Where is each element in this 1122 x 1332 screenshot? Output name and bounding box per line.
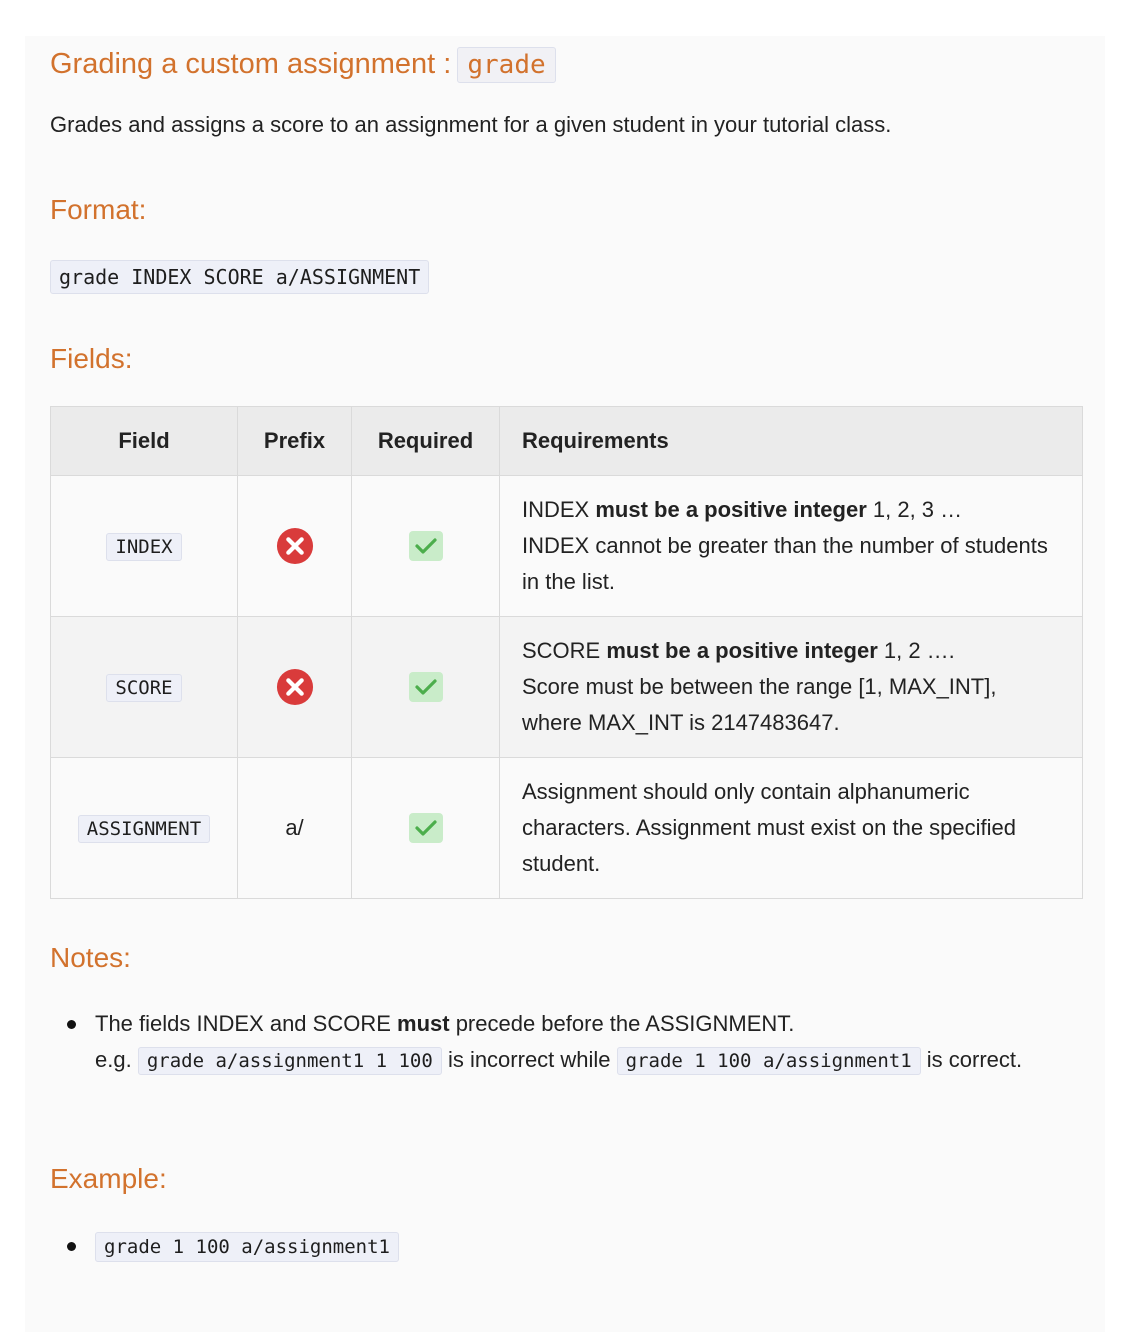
- example-list: [50, 1228, 399, 1265]
- green-check-icon: [409, 531, 443, 561]
- column-header-prefix: Prefix: [238, 407, 352, 476]
- field-code: SCORE: [106, 674, 181, 702]
- table-row: [51, 476, 1083, 617]
- req-rest: Score must be between the range [1, MAX_INT], where MAX_INT is 2147483647.: [522, 674, 997, 735]
- note-end: is correct.: [926, 1047, 1023, 1072]
- column-header-required: Required: [352, 407, 500, 476]
- red-x-icon: [276, 668, 314, 706]
- field-code: INDEX: [106, 533, 181, 561]
- red-x-icon: [276, 527, 314, 565]
- list-item: [50, 1006, 1090, 1079]
- command-code: grade: [457, 47, 555, 83]
- column-header-field: Field: [51, 407, 238, 476]
- table-header-row: [51, 407, 1083, 476]
- requirements-cell: Assignment should only contain alphanumeric characters. Assignment must exist on the specified student.: [500, 758, 1083, 899]
- note-text-end: precede before the ASSIGNMENT.: [449, 1011, 795, 1036]
- prefix-cell: [238, 617, 352, 758]
- correct-example-code: grade 1 100 a/assignment1: [617, 1047, 921, 1075]
- document-page: [25, 36, 1105, 1332]
- page-title: [50, 44, 556, 85]
- prefix-cell: a/: [238, 758, 352, 899]
- notes-list: [50, 1006, 1090, 1079]
- required-cell: [352, 617, 500, 758]
- req-rest: INDEX cannot be greater than the number of students in the list.: [522, 533, 1048, 594]
- description: Grades and assigns a score to an assignment for a given student in your tutorial class.: [50, 112, 892, 137]
- format-heading: Format:: [50, 194, 147, 225]
- field-cell: [51, 476, 238, 617]
- column-header-requirements: Requirements: [500, 407, 1083, 476]
- table-row: [51, 617, 1083, 758]
- page-title-text: Grading a custom assignment :: [50, 48, 452, 80]
- field-cell: [51, 617, 238, 758]
- required-cell: [352, 476, 500, 617]
- note-mid: is incorrect while: [447, 1047, 611, 1072]
- required-cell: [352, 758, 500, 899]
- fields-heading: Fields:: [50, 343, 133, 374]
- fields-table: [50, 406, 1083, 899]
- green-check-icon: [409, 813, 443, 843]
- requirements-cell: [500, 476, 1083, 617]
- format-code: grade INDEX SCORE a/ASSIGNMENT: [50, 260, 429, 294]
- green-check-icon: [409, 672, 443, 702]
- notes-heading: Notes:: [50, 942, 131, 973]
- req-after: 1, 2 ….: [877, 638, 955, 663]
- req-lead: SCORE: [522, 638, 607, 663]
- example-code: grade 1 100 a/assignment1: [95, 1232, 399, 1262]
- requirements-cell: [500, 617, 1083, 758]
- req-after: 1, 2, 3 …: [866, 497, 963, 522]
- note-bold: must: [397, 1011, 450, 1036]
- req-lead: INDEX: [522, 497, 596, 522]
- req-bold: must be a positive integer: [606, 638, 878, 663]
- req-bold: must be a positive integer: [595, 497, 867, 522]
- incorrect-example-code: grade a/assignment1 1 100: [138, 1047, 442, 1075]
- example-heading: Example:: [50, 1163, 167, 1194]
- table-row: [51, 758, 1083, 899]
- note-eg: e.g.: [95, 1047, 132, 1072]
- prefix-cell: [238, 476, 352, 617]
- list-item: [50, 1228, 399, 1265]
- field-cell: [51, 758, 238, 899]
- note-text: The fields INDEX and SCORE: [95, 1011, 398, 1036]
- field-code: ASSIGNMENT: [78, 815, 210, 843]
